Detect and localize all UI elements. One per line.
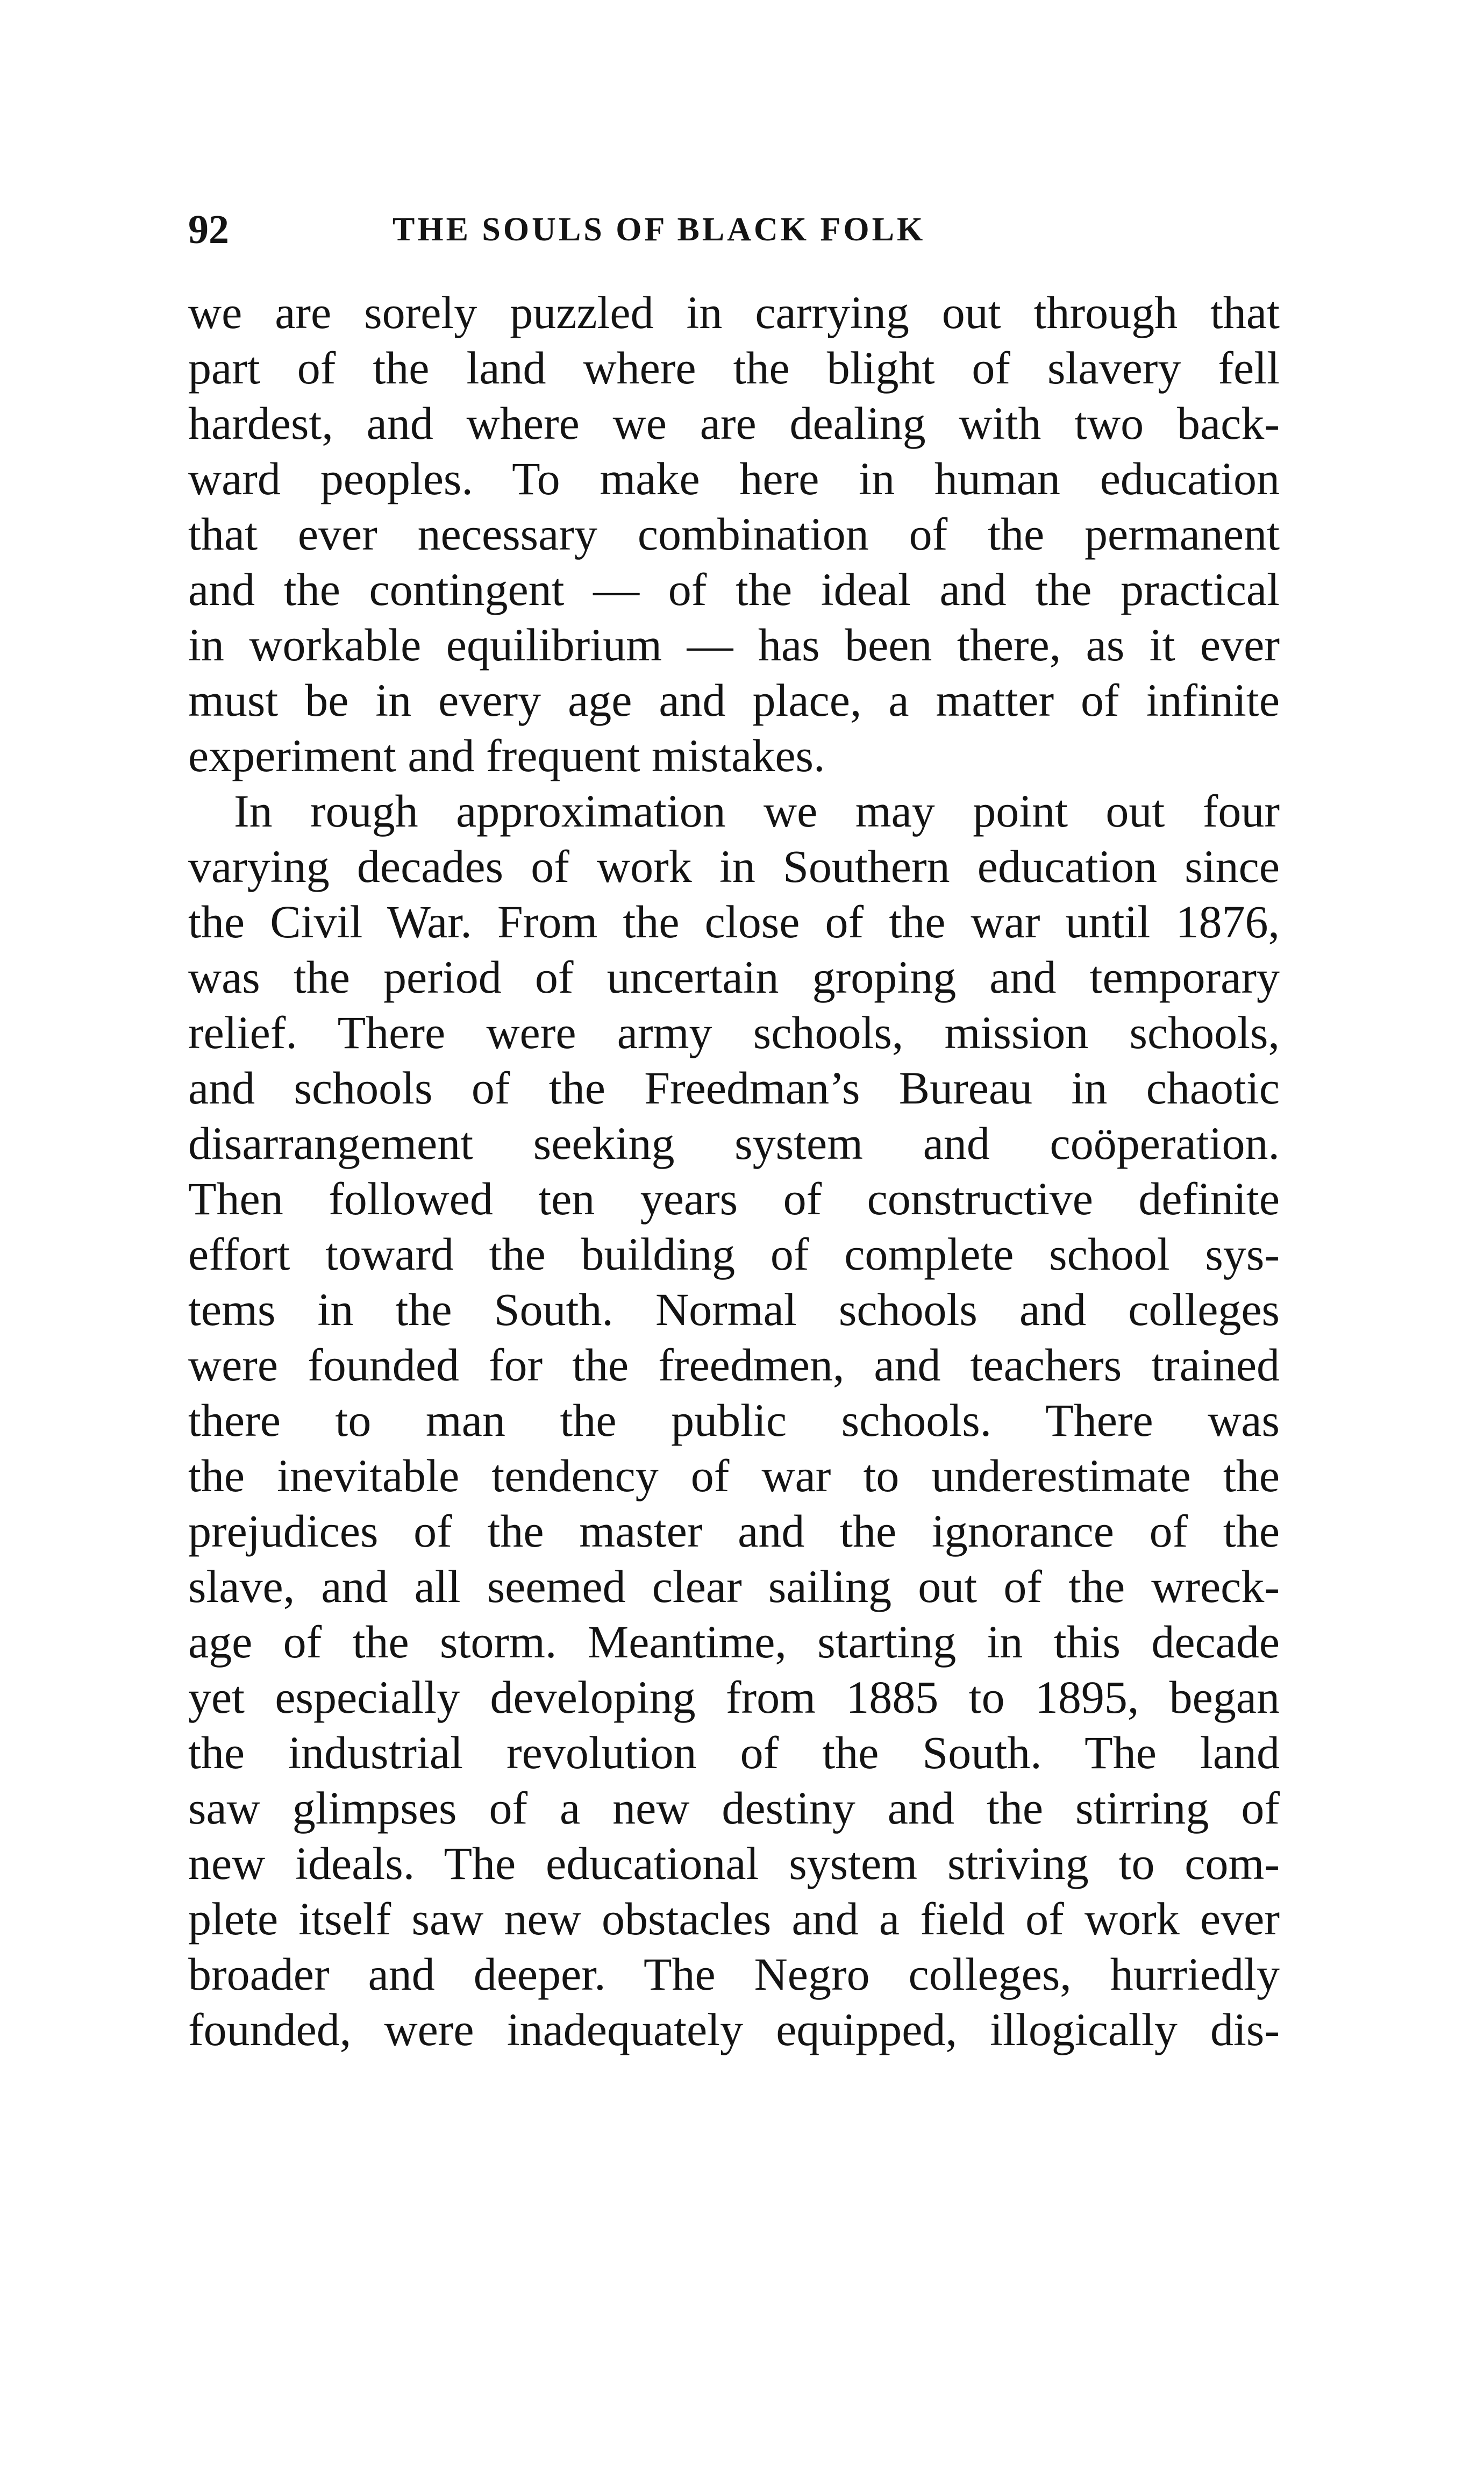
running-title: THE SOULS OF BLACK FOLK [393,211,926,248]
text-line: new ideals. The educational system striving to com- [188,1838,1280,1889]
text-line: was the period of uncertain groping and temporary [188,951,1280,1003]
text-line: saw glimpses of a new destiny and the stirring of [188,1782,1280,1834]
text-line: in workable equilibrium — has been there, as it ever [188,619,1280,671]
text-line: must be in every age and place, a matter of infinite [188,674,1280,726]
text-line: there to man the public schools. There was [188,1394,1280,1446]
text-line: broader and deeper. The Negro colleges, hurriedly [188,1948,1280,2000]
text-line: effort toward the building of complete school sys- [188,1228,1280,1280]
text-line: and schools of the Freedman’s Bureau in chaotic [188,1062,1280,1114]
text-line: prejudices of the master and the ignorance of the [188,1505,1280,1557]
paragraph-end-line: experiment and frequent mistakes. [188,730,825,781]
text-line: tems in the South. Normal schools and colleges [188,1284,1280,1335]
text-line: part of the land where the blight of slavery fell [188,342,1280,394]
text-line: the industrial revolution of the South. The land [188,1727,1280,1778]
text-line: Then followed ten years of constructive definite [188,1173,1280,1224]
text-line: were founded for the freedmen, and teachers trained [188,1339,1280,1391]
text-line: founded, were inadequately equipped, illogically dis- [188,2004,1280,2055]
text-line: that ever necessary combination of the permanent [188,508,1280,560]
text-line: the inevitable tendency of war to underestimate the [188,1450,1280,1501]
text-line: we are sorely puzzled in carrying out through that [188,287,1280,338]
text-line: varying decades of work in Southern education since [188,841,1280,892]
text-line: disarrangement seeking system and coöperation. [188,1117,1280,1169]
page-number: 92 [188,207,229,252]
text-line: hardest, and where we are dealing with two back- [188,397,1280,449]
text-line: yet especially developing from 1885 to 1895, began [188,1671,1280,1723]
text-line: relief. There were army schools, mission schools, [188,1007,1280,1058]
text-line: age of the storm. Meantime, starting in this decade [188,1616,1280,1668]
page-header [188,200,1081,259]
text-line: the Civil War. From the close of the war until 1876, [188,896,1280,948]
text-line: slave, and all seemed clear sailing out of the wreck- [188,1561,1280,1612]
text-line: ward peoples. To make here in human education [188,453,1280,504]
text-line: plete itself saw new obstacles and a field of work ever [188,1893,1280,1945]
paragraph-start-line: In rough approximation we may point out four [234,785,1280,837]
text-line: and the contingent — of the ideal and the practical [188,564,1280,615]
body-text [188,285,1280,2057]
